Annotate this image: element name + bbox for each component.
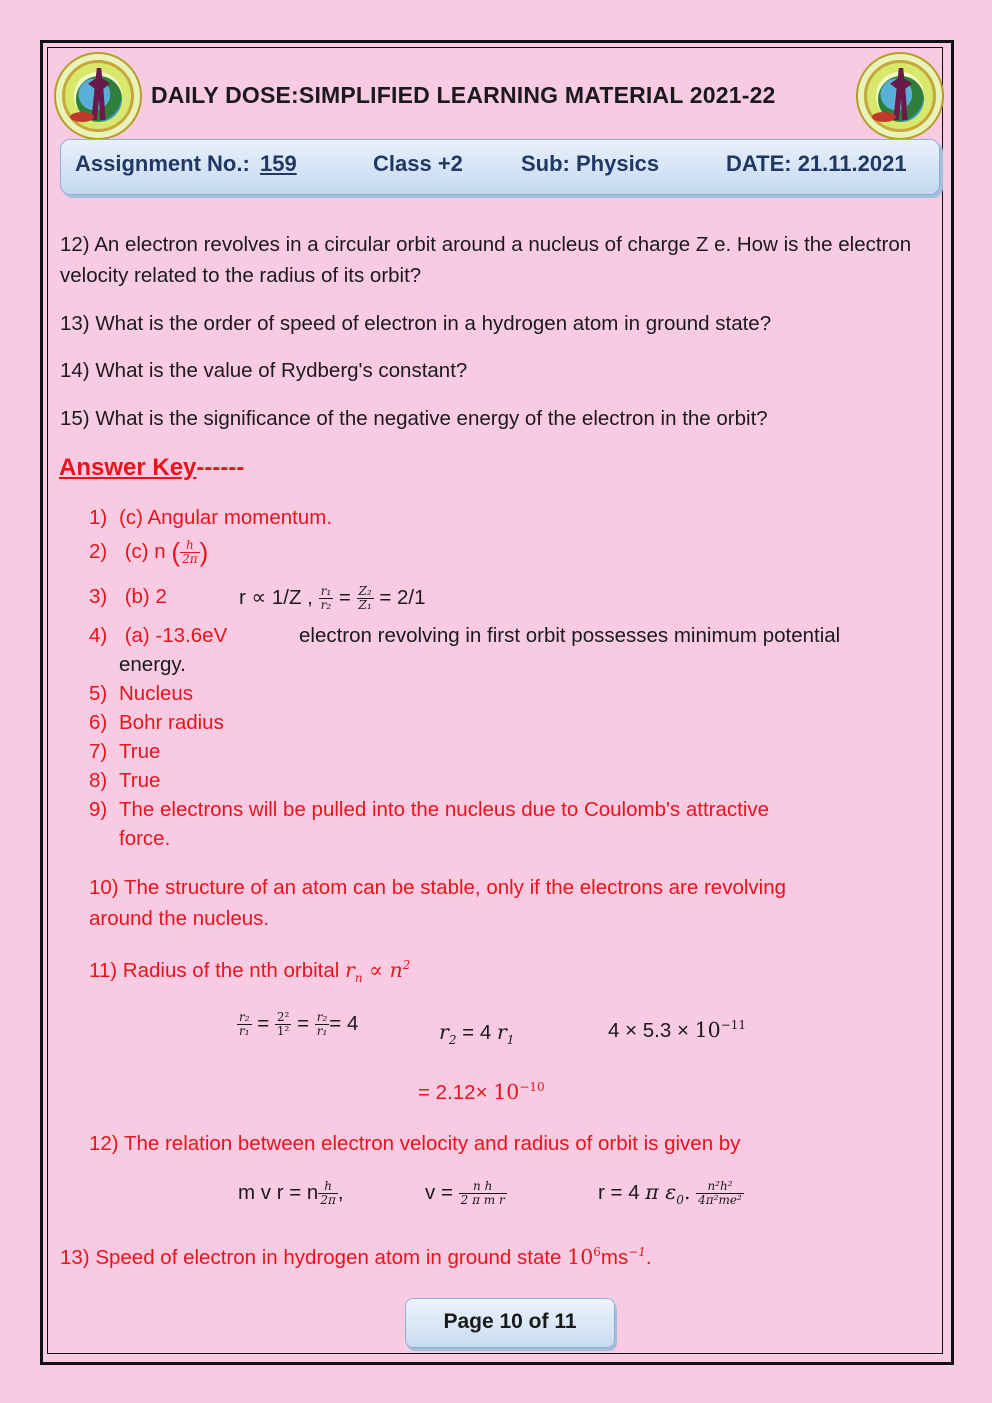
- answer-4-note-cont: energy.: [119, 653, 186, 676]
- answer-7: 7) True: [89, 740, 161, 763]
- answer-12-mvr: m v r = n $\frac{h}{2\pi}$ ,: [238, 1179, 344, 1207]
- answer-3-relation: r ∝ 1/Z , $\frac{\text{r₁}}{\text{r₂}}$ = $\frac{\text{Z₂}}{\text{Z₁}}$ = 2/1: [239, 584, 426, 613]
- question-12: 12) An electron revolves in a circular orbit around a nucleus of charge Z e. How is the electron velocity related to the radius of its orbit?: [60, 233, 912, 287]
- answer-2: 2) (c) n ( $\frac{h}{2\pi}$ ): [89, 537, 209, 567]
- assignment-number: 159: [260, 151, 297, 176]
- date-label: DATE: 21.11.2021: [726, 151, 907, 176]
- school-logo-left: [54, 52, 142, 140]
- class-label: Class +2: [373, 151, 463, 176]
- question-14: 14) What is the value of Rydberg's constant?: [60, 359, 468, 382]
- answer-key-heading: Answer Key------: [59, 454, 245, 481]
- answer-3: 3) (b) 2: [89, 585, 167, 608]
- question-13: 13) What is the order of speed of electron in a hydrogen atom in ground state?: [60, 312, 772, 335]
- answer-12: 12) The relation between electron velocity and radius of orbit is given by: [89, 1132, 741, 1155]
- answer-4: 4) (a) -13.6eV: [89, 624, 228, 647]
- answer-11-calc: $4 \times 5.3 \times 10^{-11}$: [608, 1018, 747, 1042]
- answer-11-ratio: $\frac{\text{r₂}}{\text{r₁}}$ = $\frac{\text{2²}}{\text{1²}}$ = $\frac{\text{r₂}}{\text{r₁}}$ = 4: [239, 1010, 359, 1038]
- answer-9: 9) The electrons will be pulled into the nucleus due to Coulomb's attractive: [89, 798, 770, 821]
- answer-10-cont: around the nucleus.: [89, 907, 270, 930]
- page-title: DAILY DOSE:SIMPLIFIED LEARNING MATERIAL 2021-22: [151, 82, 776, 108]
- answer-10: 10) The structure of an atom can be stable, only if the electrons are revolving: [89, 876, 786, 899]
- answer-1: 1) (c) Angular momentum.: [89, 506, 333, 529]
- page-number: Page 10 of 11: [405, 1298, 615, 1348]
- answer-4-note: electron revolving in first orbit possesses minimum potential: [299, 624, 841, 647]
- school-logo-right: [856, 52, 944, 140]
- assignment-label: Assignment No.:: [75, 151, 250, 176]
- answer-13: 13) Speed of electron in hydrogen atom in ground state $10^6ms^{-1}$.: [60, 1245, 652, 1269]
- answer-9-cont: force.: [119, 827, 171, 850]
- subject-label: Sub: Physics: [521, 151, 660, 176]
- answer-6: 6) Bohr radius: [89, 711, 224, 734]
- question-15: 15) What is the significance of the negative energy of the electron in the orbit?: [60, 407, 768, 430]
- assignment-banner: [60, 139, 940, 195]
- answer-12-velocity: v = $\frac{\text{n h}}{\text{2 π m r}}$: [425, 1179, 505, 1207]
- answer-5: 5) Nucleus: [89, 682, 194, 705]
- answer-8: 8) True: [89, 769, 161, 792]
- answer-11-r2: $r_2 = 4$ $r_1$: [439, 1020, 515, 1048]
- answer-11: 11) Radius of the nth orbital $r_n \propto n^2$: [89, 958, 411, 986]
- answer-12-radius: r = 4 π $\varepsilon_0$. $\frac{\text{n²h²}}{\text{4π²me²}}$: [598, 1179, 742, 1208]
- answer-11-result: = $2.12\times 10^{-10}$: [418, 1080, 545, 1104]
